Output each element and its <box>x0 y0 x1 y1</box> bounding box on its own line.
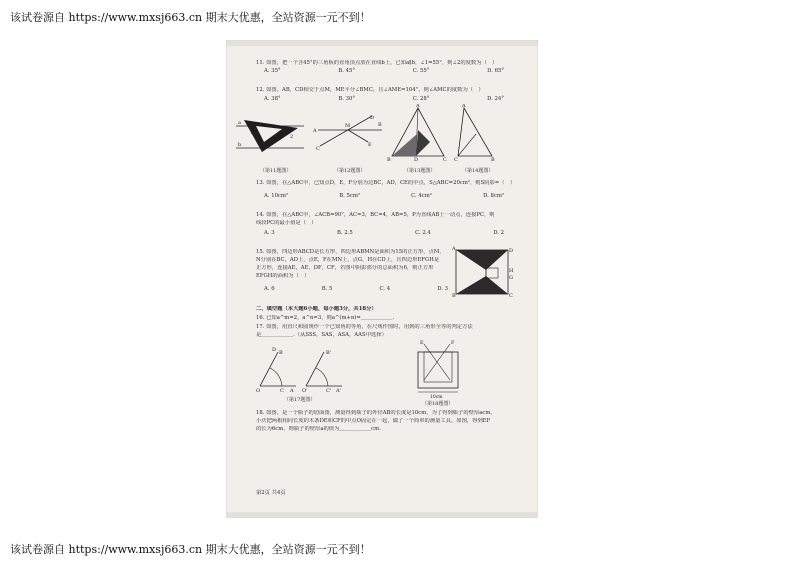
label-2: 2 <box>290 134 294 140</box>
label-B: B <box>452 293 456 298</box>
label-M: M <box>345 123 351 129</box>
label-A: A <box>313 128 317 134</box>
q12-stem: 12. 如图，AB，CD相交于点M，ME平分∠BMC，且∠AME=104°，则∠AMC的度数为（ ） <box>256 87 484 93</box>
label-O-prime: O' <box>302 388 308 394</box>
label-b: b <box>238 142 242 148</box>
figure-q11 <box>236 110 304 162</box>
option: D. 8cm² <box>483 193 504 199</box>
q17-stem: 17. 如图，用直尺和圆规作一个已知角的等角，在尺规作图时，用到的三角形全等的判定方法 <box>256 324 473 330</box>
label-C: C <box>316 146 320 152</box>
label-C: C <box>454 157 458 162</box>
option: D. 65° <box>487 68 504 74</box>
q14-options <box>264 230 524 236</box>
label-B: B <box>387 157 391 162</box>
caption-fig14: （第14题图） <box>462 168 494 174</box>
q15-stem-cont: 正方形，连接AE，AE，DF，CF，若图中阴影部分的总面积为6，则正方形 <box>256 265 434 271</box>
top-banner: 该试卷源自 https://www.mxsj663.cn 期末大优惠，全站资源一元不到！ <box>10 11 371 24</box>
label-A: A <box>416 104 420 109</box>
figure-q15 <box>452 246 514 298</box>
option: C. 2.4 <box>415 230 431 236</box>
scan-edge-shade <box>226 40 538 46</box>
figure-q17 <box>256 346 346 394</box>
bottom-banner: 该试卷源自 https://www.mxsj663.cn 期末大优惠，全站资源一元不到！ <box>10 543 371 556</box>
label-D: D <box>414 157 419 162</box>
label-D: D <box>272 347 277 353</box>
option: A. 35° <box>264 68 281 74</box>
q16-stem: 16. 已知a^m=2，a^n=3，则a^(m+n)=＿＿＿＿＿＿. <box>256 315 395 321</box>
label-C: C <box>509 293 513 298</box>
label-C: C <box>280 388 284 394</box>
label-A: A <box>462 104 466 109</box>
label-C: C <box>443 157 447 162</box>
option: B. 5cm² <box>339 193 360 199</box>
label-B-prime: B' <box>326 350 332 356</box>
option: A. 6 <box>264 286 275 292</box>
q15-stem-cont: EFGH的面积为（ ） <box>256 273 310 279</box>
caption-fig18: （第18题图） <box>422 401 454 407</box>
label-a: a <box>238 120 241 126</box>
label-H: H <box>509 268 514 274</box>
q13-options <box>264 193 524 199</box>
q15-stem: 15. 如图，四边形ABCD是长方形，四边形ABMN是面积为15的正方形，点M， <box>256 249 445 255</box>
label-D: D <box>509 248 514 254</box>
label-A-prime: A' <box>336 388 341 394</box>
option: A. 3 <box>264 230 275 236</box>
option: D. 2 <box>493 230 504 236</box>
option: B. 5 <box>321 286 333 292</box>
label-C-prime: C' <box>326 388 332 394</box>
caption-fig12: （第12题图） <box>334 168 366 174</box>
label-E: E <box>368 142 372 148</box>
option: C. 28° <box>412 96 430 102</box>
figure-q12 <box>312 112 386 152</box>
q18-stem-cont: 小庆把两根相同长度的木条DE和CF的中点O固定在一起，做了一个简单的测量工具，如图，得到EF <box>256 418 491 424</box>
q11-options <box>264 68 524 74</box>
label-G: G <box>509 275 513 281</box>
option: D. 24° <box>487 96 504 102</box>
option: C. 4 <box>379 286 391 292</box>
option: B. 45° <box>338 68 356 74</box>
scanned-page <box>226 40 538 518</box>
q18-stem: 18. 如图，是一个瓶子的切面图，测量得到瓶子的外径AB的长度是10cm，为了得到瓶子的壁厚acm， <box>256 410 496 416</box>
caption-fig11: （第11题图） <box>260 168 292 174</box>
option: B. 2.5 <box>337 230 353 236</box>
label-A: A <box>452 246 456 252</box>
label-B: B <box>491 157 495 162</box>
label-F: F <box>451 340 455 346</box>
q14-stem: 14. 如图，在△ABC中，∠ACB=90°，AC=3，BC=4，AB=5，P为直线AB上一动点，连接PC，则 <box>256 212 495 218</box>
option: B. 30° <box>338 96 356 102</box>
label-A: A <box>290 388 294 394</box>
label-1: 1 <box>250 130 254 136</box>
label-D: D <box>370 115 375 121</box>
option: C. 55° <box>412 68 430 74</box>
option: D. 3 <box>437 286 448 292</box>
section-2-title: 二、填空题（本大题6小题，每小题3分，共18分） <box>256 306 377 312</box>
q18-stem-cont: 的长为6cm，则瓶子的壁厚a的值为＿＿＿＿＿＿cm. <box>256 426 381 432</box>
figure-q18 <box>414 340 464 400</box>
label-O: O <box>256 388 261 394</box>
q17-stem-cont: 是＿＿＿＿＿＿.（从SSS，SAS，ASA，AAS中选择） <box>256 332 387 338</box>
q15-options <box>264 286 468 292</box>
q12-options <box>264 96 524 102</box>
figure-q14 <box>454 104 498 162</box>
figure-q13 <box>386 104 448 162</box>
option: A. 38° <box>264 96 281 102</box>
q14-stem-cont: 线段PC的最小值是（ ） <box>256 220 317 226</box>
caption-fig13: （第13题图） <box>404 168 436 174</box>
caption-fig17: （第17题图） <box>284 397 316 403</box>
option: C. 4cm² <box>411 193 432 199</box>
option: A. 10cm² <box>264 193 289 199</box>
label-E: E <box>420 340 424 346</box>
label-B: B <box>279 350 283 356</box>
q15-stem-cont: N分别在BC，AD上，点E，F在MN上，点G，H在CD上，且四边形EFGH是 <box>256 257 440 263</box>
q13-stem: 13. 如图，在△ABC中，已知点D，E，F分别为边BC，AD，CE的中点，S△ABC=20cm²，则S阴影=（ ） <box>256 180 516 186</box>
q11-stem: 11. 如图，把一个含45°的三角板的直角顶点放在直线b上，已知a∥b，∠1=55°，则∠2的度数为（ ） <box>256 60 498 66</box>
label-B: B <box>378 122 382 128</box>
fig18-width-label: 10cm <box>430 395 443 400</box>
page-footer: 第2页 共4页 <box>256 490 286 496</box>
scan-edge-shade <box>226 512 538 518</box>
